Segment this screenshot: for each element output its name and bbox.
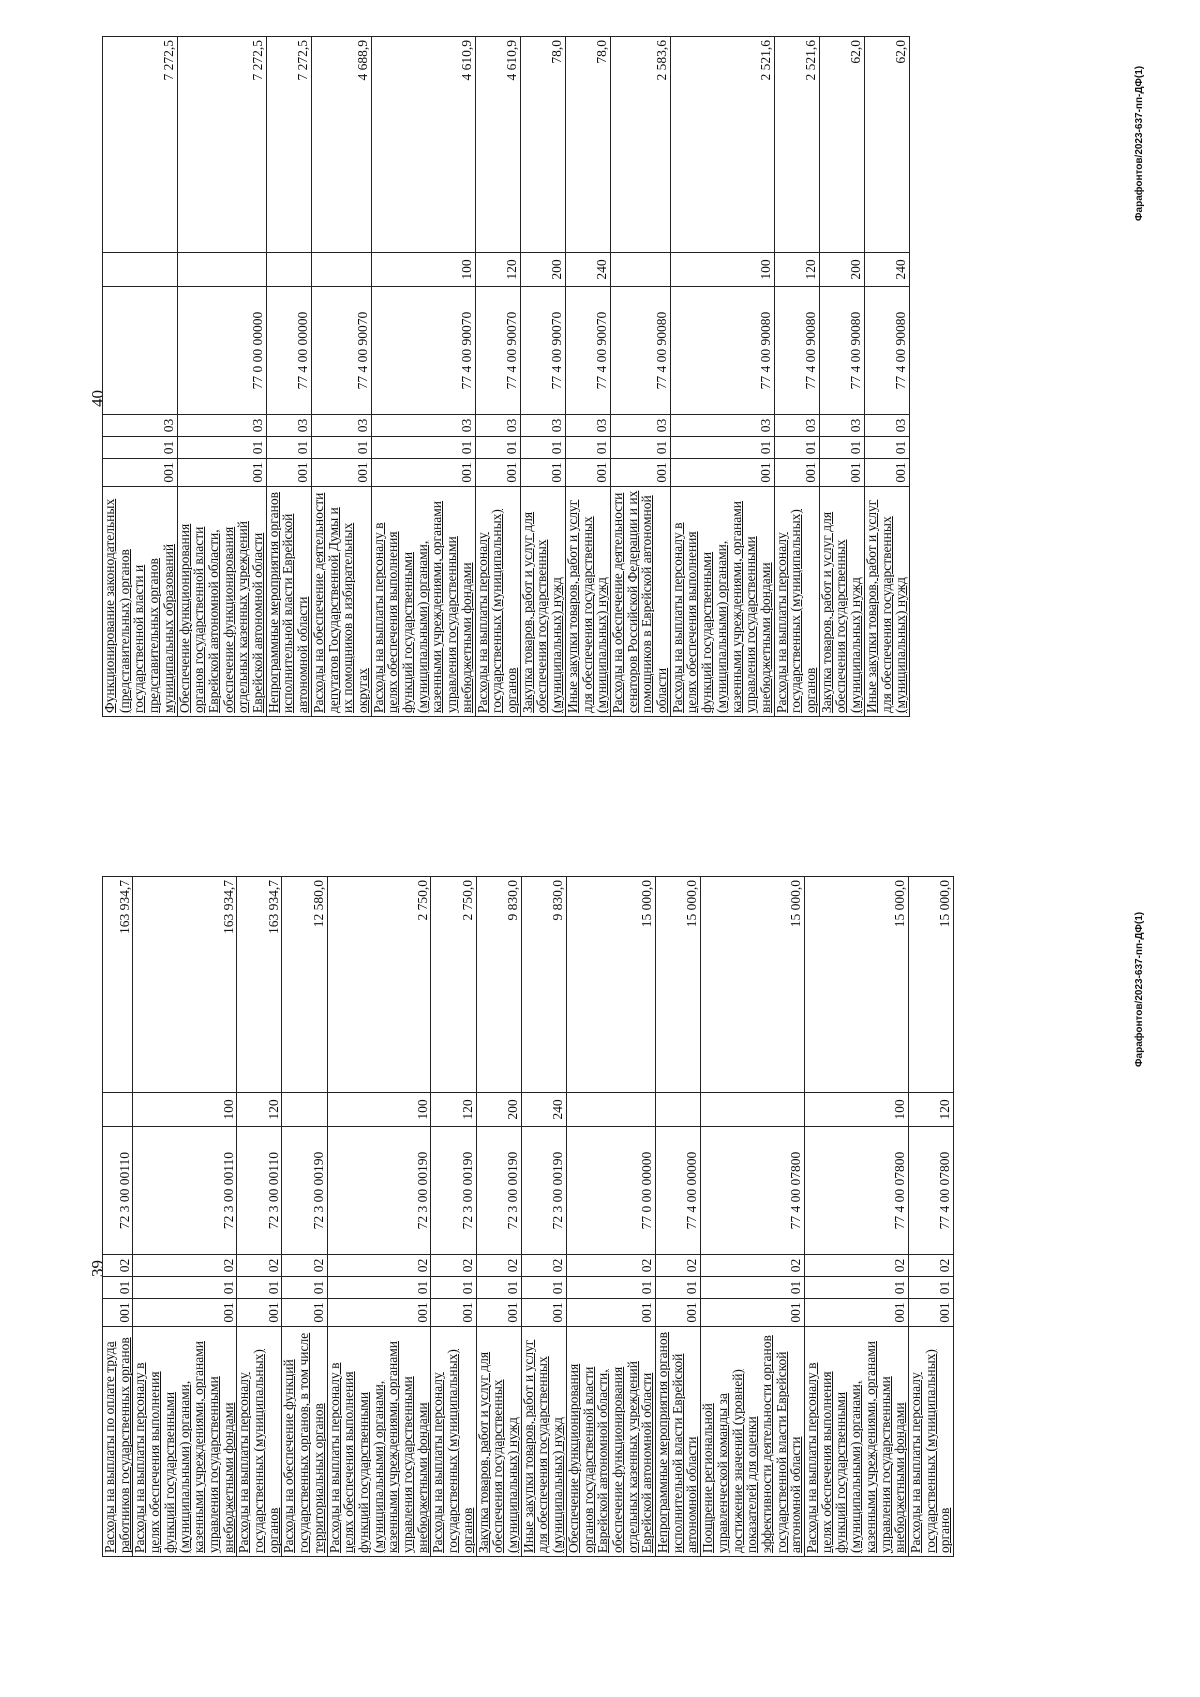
row-sum: 2 521,6: [670, 37, 774, 253]
row-name: Расходы на выплаты по оплате труда работников государственных органов: [103, 1327, 133, 1557]
row-sum: 2 750,0: [431, 877, 476, 1093]
row-rz: 01: [476, 1277, 521, 1299]
row-name: Поощрение региональной управленческой команды за достижение значений (уровней) показателей для оценки эффективности деятельности органов государственной власти Еврейской автономной области: [701, 1327, 805, 1557]
row-vr: 100: [805, 1093, 909, 1127]
row-sum: 7 272,5: [103, 37, 178, 253]
row-csr: 77 4 00 90080: [864, 287, 909, 415]
table-row: [371, 37, 475, 717]
row-ved: 001: [475, 459, 520, 487]
row-rz: 01: [670, 437, 774, 459]
row-rz: 01: [311, 437, 371, 459]
row-rz: 01: [282, 1277, 327, 1299]
row-vr: [566, 1093, 655, 1127]
row-rz: 01: [566, 1277, 655, 1299]
row-ved: 001: [656, 1299, 701, 1327]
row-pr: 03: [819, 415, 864, 437]
row-sum: 15 000,0: [656, 877, 701, 1093]
row-vr: [610, 253, 670, 287]
row-rz: 01: [610, 437, 670, 459]
row-ved: 001: [327, 1299, 431, 1327]
row-ved: 001: [371, 459, 475, 487]
row-rz: 01: [237, 1277, 282, 1299]
row-vr: [282, 1093, 327, 1127]
row-sum: 15 000,0: [805, 877, 909, 1093]
row-pr: 02: [237, 1255, 282, 1277]
row-sum: 163 934,7: [103, 877, 133, 1093]
budget-table-left: [102, 876, 954, 1557]
table-row: [103, 37, 178, 717]
row-vr: [103, 1093, 133, 1127]
row-rz: 01: [475, 437, 520, 459]
row-ved: 001: [133, 1299, 237, 1327]
row-csr: 72 3 00 00190: [476, 1127, 521, 1255]
row-pr: 03: [177, 415, 266, 437]
row-pr: 02: [133, 1255, 237, 1277]
footer-left: Фарафонтов/2023-637-пп-ДФ(1): [1134, 911, 1145, 1067]
table-row: [266, 37, 311, 717]
footer-right: Фарафонтов/2023-637-пп-ДФ(1): [1134, 65, 1145, 221]
row-name: Обеспечение функционирования органов государственной власти Еврейской автономной области, обеспечение функционирования отдельных казенных учреждений Еврейской автономной области: [566, 1327, 655, 1557]
row-name: Расходы на выплаты персоналу государственных (муниципальных) органов: [908, 1327, 953, 1557]
row-csr: 72 3 00 00190: [282, 1127, 327, 1255]
row-name: Расходы на выплаты персоналу в целях обеспечения выполнения функций государственными (муниципальными) органами, казенными учреждениями, органами управления государственными внебюджетными фондами: [327, 1327, 431, 1557]
row-pr: 02: [566, 1255, 655, 1277]
row-ved: 001: [774, 459, 819, 487]
row-rz: 01: [371, 437, 475, 459]
row-vr: 120: [774, 253, 819, 287]
row-pr: 03: [520, 415, 565, 437]
row-sum: 2 750,0: [327, 877, 431, 1093]
row-sum: 9 830,0: [521, 877, 566, 1093]
row-ved: 001: [177, 459, 266, 487]
row-vr: [266, 253, 311, 287]
row-name: Иные закупки товаров, работ и услуг для обеспечения государственных (муниципальных) нужд: [521, 1327, 566, 1557]
table-row: [805, 877, 909, 1557]
row-ved: 001: [805, 1299, 909, 1327]
row-pr: 03: [610, 415, 670, 437]
table-row: [774, 37, 819, 717]
row-sum: 7 272,5: [177, 37, 266, 253]
row-csr: 72 3 00 00110: [133, 1127, 237, 1255]
row-vr: 120: [908, 1093, 953, 1127]
page-number-right: 40: [88, 390, 107, 407]
row-rz: 01: [565, 437, 610, 459]
row-sum: 163 934,7: [237, 877, 282, 1093]
row-pr: 02: [908, 1255, 953, 1277]
table-row: [565, 37, 610, 717]
row-name: Расходы на выплаты персоналу в целях обеспечения выполнения функций государственными (муниципальными) органами, казенными учреждениями, органами управления государственными внебюджетными фондами: [133, 1327, 237, 1557]
table-row: [520, 37, 565, 717]
row-name: Расходы на обеспечение деятельности сенаторов Российской Федерации и их помощников в Еврейской автономной области: [610, 487, 670, 717]
row-csr: 77 4 00 07800: [908, 1127, 953, 1255]
row-csr: 77 4 00 07800: [805, 1127, 909, 1255]
row-sum: 62,0: [864, 37, 909, 253]
row-csr: 77 0 00 00000: [177, 287, 266, 415]
row-pr: 02: [805, 1255, 909, 1277]
row-name: Расходы на обеспечение деятельности депутатов Государственной Думы и их помощников в избирательных округах: [311, 487, 371, 717]
row-sum: 62,0: [819, 37, 864, 253]
row-vr: 120: [475, 253, 520, 287]
row-rz: 01: [177, 437, 266, 459]
row-vr: [701, 1093, 805, 1127]
row-ved: 001: [266, 459, 311, 487]
row-ved: 001: [701, 1299, 805, 1327]
row-rz: 01: [266, 437, 311, 459]
row-pr: 02: [656, 1255, 701, 1277]
row-rz: 01: [819, 437, 864, 459]
row-sum: 4 610,9: [371, 37, 475, 253]
row-sum: 2 521,6: [774, 37, 819, 253]
table-row: [103, 877, 133, 1557]
row-pr: 02: [282, 1255, 327, 1277]
table-row: [311, 37, 371, 717]
row-pr: 02: [701, 1255, 805, 1277]
row-vr: [656, 1093, 701, 1127]
row-ved: 001: [520, 459, 565, 487]
table-row: [282, 877, 327, 1557]
table-row: [819, 37, 864, 717]
row-sum: 2 583,6: [610, 37, 670, 253]
row-name: Расходы на выплаты персоналу государственных (муниципальных) органов: [431, 1327, 476, 1557]
row-rz: 01: [521, 1277, 566, 1299]
row-name: Расходы на выплаты персоналу государственных (муниципальных) органов: [774, 487, 819, 717]
row-csr: 77 4 00 90070: [311, 287, 371, 415]
row-vr: [103, 253, 178, 287]
row-ved: 001: [565, 459, 610, 487]
row-vr: 200: [520, 253, 565, 287]
row-name: Закупка товаров, работ и услуг для обеспечения государственных (муниципальных) нужд: [819, 487, 864, 717]
row-pr: 03: [565, 415, 610, 437]
row-csr: 77 4 00 90080: [774, 287, 819, 415]
row-rz: 01: [103, 1277, 133, 1299]
row-vr: 120: [431, 1093, 476, 1127]
row-vr: 100: [371, 253, 475, 287]
row-name: Непрограммные мероприятия органов исполнительной власти Еврейской автономной области: [266, 487, 311, 717]
row-name: Иные закупки товаров, работ и услуг для обеспечения государственных (муниципальных) нужд: [864, 487, 909, 717]
row-sum: 15 000,0: [566, 877, 655, 1093]
row-vr: 100: [327, 1093, 431, 1127]
row-vr: 240: [864, 253, 909, 287]
row-sum: 15 000,0: [908, 877, 953, 1093]
row-csr: 77 4 00 90070: [520, 287, 565, 415]
row-pr: 03: [266, 415, 311, 437]
row-vr: 240: [565, 253, 610, 287]
row-name: Непрограммные мероприятия органов исполнительной власти Еврейской автономной области: [656, 1327, 701, 1557]
row-csr: 77 4 00 90080: [670, 287, 774, 415]
row-pr: 03: [475, 415, 520, 437]
row-name: Расходы на выплаты персоналу государственных (муниципальных) органов: [475, 487, 520, 717]
table-row: [475, 37, 520, 717]
row-ved: 001: [864, 459, 909, 487]
row-vr: [177, 253, 266, 287]
row-rz: 01: [701, 1277, 805, 1299]
row-ved: 001: [431, 1299, 476, 1327]
row-pr: 03: [311, 415, 371, 437]
row-csr: 77 4 00 90070: [371, 287, 475, 415]
row-ved: 001: [819, 459, 864, 487]
row-ved: 001: [237, 1299, 282, 1327]
row-rz: 01: [805, 1277, 909, 1299]
table-row: [177, 37, 266, 717]
row-sum: 7 272,5: [266, 37, 311, 253]
row-rz: 01: [103, 437, 178, 459]
row-pr: 02: [103, 1255, 133, 1277]
row-name: Расходы на обеспечение функций государственных органов, в том числе территориальных органов: [282, 1327, 327, 1557]
row-pr: 03: [774, 415, 819, 437]
row-csr: 72 3 00 00190: [327, 1127, 431, 1255]
row-name: Иные закупки товаров, работ и услуг для обеспечения государственных (муниципальных) нужд: [565, 487, 610, 717]
table-row: [656, 877, 701, 1557]
row-name: Расходы на выплаты персоналу в целях обеспечения выполнения функций государственными (муниципальными) органами, казенными учреждениями, органами управления государственными внебюджетными фондами: [371, 487, 475, 717]
row-pr: 03: [864, 415, 909, 437]
row-csr: 77 4 00 90080: [819, 287, 864, 415]
row-name: Расходы на выплаты персоналу в целях обеспечения выполнения функций государственными (муниципальными) органами, казенными учреждениями, органами управления государственными внебюджетными фондами: [670, 487, 774, 717]
row-ved: 001: [476, 1299, 521, 1327]
row-csr: 77 4 00 07800: [701, 1127, 805, 1255]
row-sum: 163 934,7: [133, 877, 237, 1093]
row-vr: 200: [819, 253, 864, 287]
row-pr: 02: [476, 1255, 521, 1277]
row-ved: 001: [908, 1299, 953, 1327]
row-sum: 78,0: [520, 37, 565, 253]
table-row: [327, 877, 431, 1557]
page-number-left: 39: [88, 1260, 107, 1277]
row-sum: 9 830,0: [476, 877, 521, 1093]
row-vr: 200: [476, 1093, 521, 1127]
row-pr: 03: [670, 415, 774, 437]
row-rz: 01: [864, 437, 909, 459]
row-csr: 72 3 00 00190: [431, 1127, 476, 1255]
table-row: [701, 877, 805, 1557]
row-ved: 001: [566, 1299, 655, 1327]
table-row: [908, 877, 953, 1557]
row-pr: 02: [327, 1255, 431, 1277]
row-ved: 001: [670, 459, 774, 487]
row-csr: 72 3 00 00110: [103, 1127, 133, 1255]
row-vr: 240: [521, 1093, 566, 1127]
row-csr: 72 3 00 00190: [521, 1127, 566, 1255]
row-rz: 01: [774, 437, 819, 459]
row-sum: 4 610,9: [475, 37, 520, 253]
row-ved: 001: [521, 1299, 566, 1327]
row-rz: 01: [520, 437, 565, 459]
row-csr: 72 3 00 00110: [237, 1127, 282, 1255]
row-rz: 01: [327, 1277, 431, 1299]
row-sum: 12 580,0: [282, 877, 327, 1093]
row-csr: [103, 287, 178, 415]
row-sum: 4 688,9: [311, 37, 371, 253]
row-csr: 77 4 00 90070: [565, 287, 610, 415]
row-ved: 001: [103, 1299, 133, 1327]
table-row: [864, 37, 909, 717]
row-csr: 77 0 00 00000: [566, 1127, 655, 1255]
table-row: [133, 877, 237, 1557]
row-csr: 77 4 00 00000: [656, 1127, 701, 1255]
row-sum: 78,0: [565, 37, 610, 253]
row-ved: 001: [282, 1299, 327, 1327]
row-name: Обеспечение функционирования органов государственной власти Еврейской автономной области, обеспечение функционирования отдельных казенных учреждений Еврейской автономной области: [177, 487, 266, 717]
row-pr: 03: [371, 415, 475, 437]
table-row: [670, 37, 774, 717]
table-row: [610, 37, 670, 717]
row-csr: 77 4 00 90070: [475, 287, 520, 415]
row-rz: 01: [908, 1277, 953, 1299]
row-name: Закупка товаров, работ и услуг для обеспечения государственных (муниципальных) нужд: [520, 487, 565, 717]
row-vr: 100: [133, 1093, 237, 1127]
row-pr: 02: [521, 1255, 566, 1277]
table-row: [237, 877, 282, 1557]
row-ved: 001: [103, 459, 178, 487]
row-name: Закупка товаров, работ и услуг для обеспечения государственных (муниципальных) нужд: [476, 1327, 521, 1557]
row-rz: 01: [656, 1277, 701, 1299]
table-row: [476, 877, 521, 1557]
row-pr: 03: [103, 415, 178, 437]
budget-table-right: [102, 36, 910, 717]
table-row: [431, 877, 476, 1557]
row-ved: 001: [311, 459, 371, 487]
row-csr: 77 4 00 90080: [610, 287, 670, 415]
row-name: Функционирование законодательных (представительных) органов государственной власти и представительных органов муниципальных образований: [103, 487, 178, 717]
row-rz: 01: [431, 1277, 476, 1299]
row-csr: 77 4 00 00000: [266, 287, 311, 415]
row-pr: 02: [431, 1255, 476, 1277]
row-name: Расходы на выплаты персоналу в целях обеспечения выполнения функций государственными (муниципальными) органами, казенными учреждениями, органами управления государственными внебюджетными фондами: [805, 1327, 909, 1557]
row-ved: 001: [610, 459, 670, 487]
row-sum: 15 000,0: [701, 877, 805, 1093]
row-vr: [311, 253, 371, 287]
table-row: [521, 877, 566, 1557]
row-rz: 01: [133, 1277, 237, 1299]
row-name: Расходы на выплаты персоналу государственных (муниципальных) органов: [237, 1327, 282, 1557]
table-row: [566, 877, 655, 1557]
row-vr: 100: [670, 253, 774, 287]
row-vr: 120: [237, 1093, 282, 1127]
